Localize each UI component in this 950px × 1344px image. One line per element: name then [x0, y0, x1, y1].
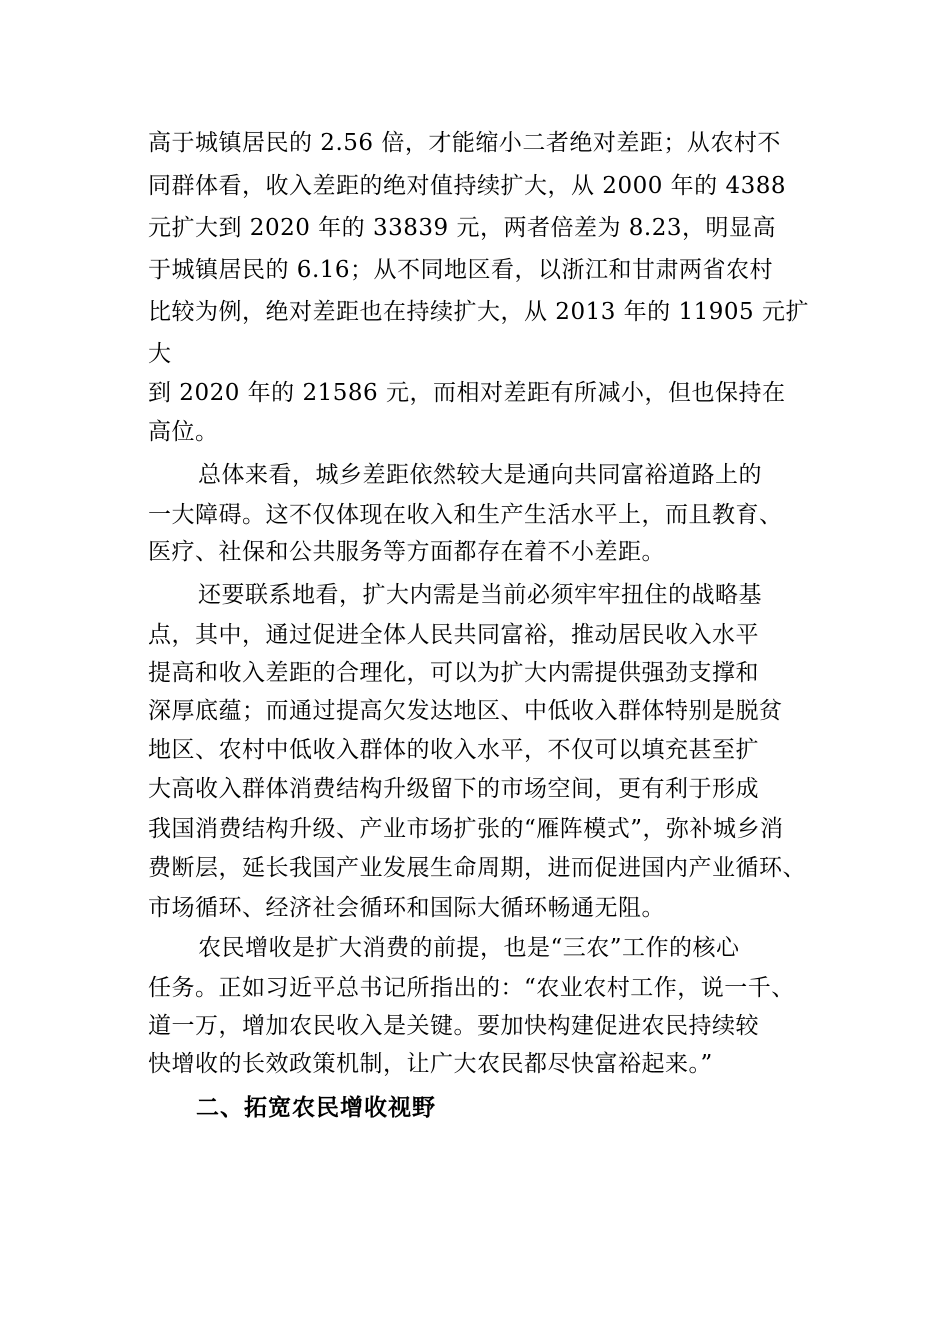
text-line: 道一万，增加农民收入是关键。要加快构建促进农民持续较	[148, 1013, 759, 1039]
text-line: 于城镇居民的 6.16；从不同地区看，以浙江和甘肃两省农村	[148, 257, 774, 283]
text-line: 地区、农村中低收入群体的收入水平，不仅可以填充甚至扩	[148, 737, 759, 763]
text-line: 市场循环、经济社会循环和国际大循环畅通无阻。	[148, 895, 665, 921]
text-line: 提高和收入差距的合理化，可以为扩大内需提供强劲支撑和	[148, 660, 759, 686]
section-heading: 二、拓宽农民增收视野	[196, 1095, 436, 1121]
text-line: 比较为例，绝对差距也在持续扩大，从 2013 年的 11905 元扩	[148, 299, 809, 325]
text-line: 任务。正如习近平总书记所指出的：“农业农村工作，说一千、	[148, 975, 795, 1001]
text-line: 同群体看，收入差距的绝对值持续扩大，从 2000 年的 4388	[148, 173, 786, 199]
text-line: 一大障碍。这不仅体现在收入和生产生活水平上，而且教育、	[148, 502, 783, 528]
text-line: 元扩大到 2020 年的 33839 元，两者倍差为 8.23，明显高	[148, 215, 776, 241]
text-line: 我国消费结构升级、产业市场扩张的“雁阵模式”，弥补城乡消	[148, 816, 784, 842]
text-line: 点，其中，通过促进全体人民共同富裕，推动居民收入水平	[148, 622, 759, 648]
text-line: 大	[148, 341, 172, 367]
text-line: 医疗、社保和公共服务等方面都存在着不小差距。	[148, 539, 665, 565]
paragraph-first-line: 总体来看，城乡差距依然较大是通向共同富裕道路上的	[198, 462, 762, 488]
paragraph-first-line: 农民增收是扩大消费的前提，也是“三农”工作的核心	[198, 935, 740, 961]
text-line: 到 2020 年的 21586 元，而相对差距有所减小，但也保持在	[148, 380, 786, 406]
text-line: 深厚底蕴；而通过提高欠发达地区、中低收入群体特别是脱贫	[148, 698, 783, 724]
paragraph-first-line: 还要联系地看，扩大内需是当前必须牢牢扭住的战略基	[198, 582, 762, 608]
text-line: 大高收入群体消费结构升级留下的市场空间，更有利于形成	[148, 776, 759, 802]
text-line: 高于城镇居民的 2.56 倍，才能缩小二者绝对差距；从农村不	[148, 130, 781, 156]
text-line: 高位。	[148, 419, 219, 445]
text-line: 快增收的长效政策机制，让广大农民都尽快富裕起来。”	[148, 1051, 713, 1077]
text-line: 费断层，延长我国产业发展生命周期，进而促进国内产业循环、	[148, 855, 806, 881]
